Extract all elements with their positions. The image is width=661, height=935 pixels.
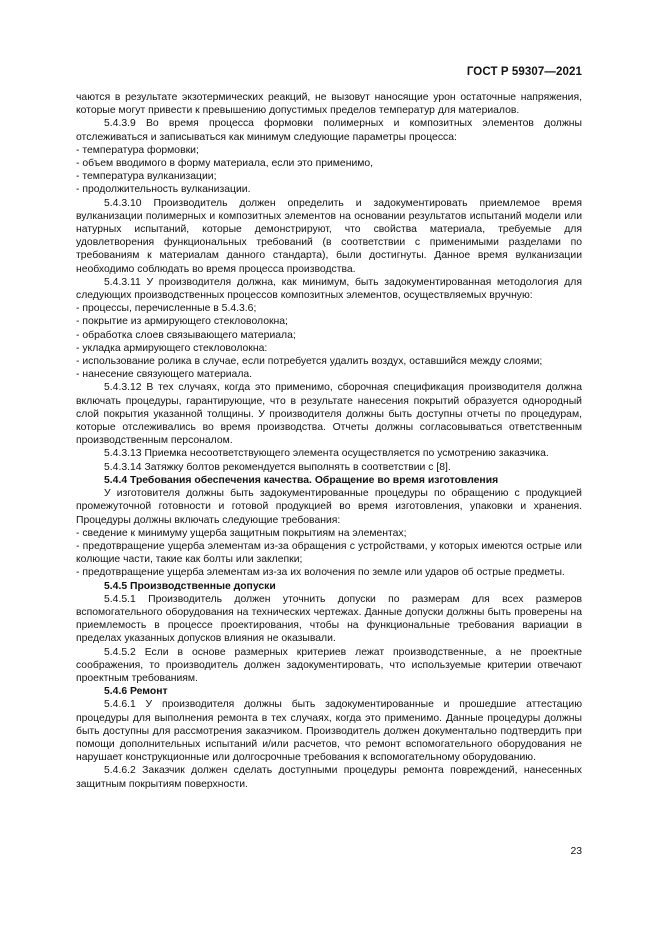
- list-item: - предотвращение ущерба элементам из-за их волочения по земле или ударов об острые предметы.: [76, 567, 565, 579]
- paragraph: 5.4.6.2 Заказчик должен сделать доступными процедуры ремонта повреждений, нанесенных защитным покрытиям поверхности.: [76, 765, 582, 790]
- page-number: 23: [570, 846, 582, 857]
- paragraph: 5.4.3.9 Во время процесса формовки полимерных и композитных элементов должны отслеживаться и записываться как минимум следующие параметры процесса:: [76, 118, 582, 143]
- list-item: - температура вулканизации;: [76, 171, 217, 183]
- paragraph: 5.4.3.12 В тех случаях, когда это применимо, сборочная спецификация производителя должна включать процедуры, гарантирующие, что в результате нанесения покрытий образуется однородный слой покрытия указанной толщины. У производителя должны быть доступны отчеты по процедурам, которые отслеживались во время производства. Отчеты должны согласовываться ответственным производственным персоналом.: [76, 382, 582, 447]
- list-item: - использование ролика в случае, если потребуется удалить воздух, оставшийся между слоями;: [76, 356, 543, 368]
- list-item: - покрытие из армирующего стекловолокна;: [76, 316, 288, 328]
- list-item: - объем вводимого в форму материала, если это применимо,: [76, 158, 374, 170]
- list-item: - сведение к минимуму ущерба защитным покрытиям на элементах;: [76, 527, 407, 539]
- section-heading: 5.4.5 Производственные допуски: [104, 580, 276, 592]
- section-heading: 5.4.6 Ремонт: [104, 686, 168, 698]
- list-item: - температура формовки;: [76, 144, 199, 156]
- paragraph: 5.4.5.2 Если в основе размерных критериев лежат производственные, а не проектные соображения, то производитель должен задокументировать, что используемые критерии отвечают проектным требованиям.: [76, 646, 582, 684]
- list-item: - укладка армирующего стекловолокна:: [76, 342, 268, 354]
- paragraph: 5.4.3.14 Затяжку болтов рекомендуется выполнять в соответствии с [8].: [104, 461, 451, 473]
- section-heading: 5.4.4 Требования обеспечения качества. Обращение во время изготовления: [104, 474, 499, 486]
- paragraph: 5.4.3.11 У производителя должна, как минимум, быть задокументированная методология для следующих производственных процессов композитных элементов, осуществляемых вручную:: [76, 276, 582, 302]
- list-item: - обработка слоев связывающего материала;: [76, 329, 296, 341]
- paragraph: 5.4.6.1 У производителя должны быть задокументированные и прошедшие аттестацию процедуры для выполнения ремонта в тех случаях, когда это применимо. Данные процедуры должны быть доступны для рассмотрения заказчиком. Производитель должен документально подтвердить при помощи дополнительных испытаний и/или расчетов, что ремонт вспомогательного оборудования не нарушает конструкционные или долгосрочные требования к вспомогательному оборудованию.: [76, 699, 582, 764]
- paragraph: У изготовителя должны быть задокументированные процедуры по обращению с продукцией промежуточной готовности и готовой продукцией во время изготовления, упаковки и хранения. Процедуры должны включать следующие требования:: [76, 488, 582, 526]
- paragraph: 5.4.5.1 Производитель должен уточнить допуски по размерам для всех размеров вспомогательного оборудования на технических чертежах. Данные допуски должны быть проверены на приемлемость в процессе проектирования, чтобы на функциональные требования вариации в пределах указанных допусков влияния не оказывали.: [76, 593, 582, 645]
- document-code: ГОСТ Р 59307—2021: [466, 66, 582, 78]
- list-item: - нанесение связующего материала.: [76, 369, 253, 381]
- list-item: - предотвращение ущерба элементам из-за обращения с устройствами, у которых имеются острые или колющие части, такие как болты или заклепки;: [76, 540, 582, 566]
- list-item: - процессы, перечисленные в 5.4.3.6;: [76, 303, 257, 315]
- list-item: - продолжительность вулканизации.: [76, 184, 251, 196]
- paragraph: 5.4.3.10 Производитель должен определить и задокументировать приемлемое время вулканизации полимерных и композитных элементов на основании результатов испытаний модели или натурных испытаний, которые демонстрируют, что свойства материала, требуемые для удовлетворения функциональных требований (в соответствии с применимыми разделами по требованиям к материалам данного стандарта), были достигнуты. Данное время вулканизации необходимо соблюдать во время процесса производства.: [76, 197, 582, 275]
- paragraph: чаются в результате экзотермических реакций, не вызовут наносящие урон остаточные напряжения, которые могут привести к превышению допустимых пределов температур для материалов.: [76, 92, 582, 117]
- body-text: [76, 91, 582, 791]
- paragraph: 5.4.3.13 Приемка несоответствующего элемента осуществляется по усмотрению заказчика.: [104, 448, 549, 460]
